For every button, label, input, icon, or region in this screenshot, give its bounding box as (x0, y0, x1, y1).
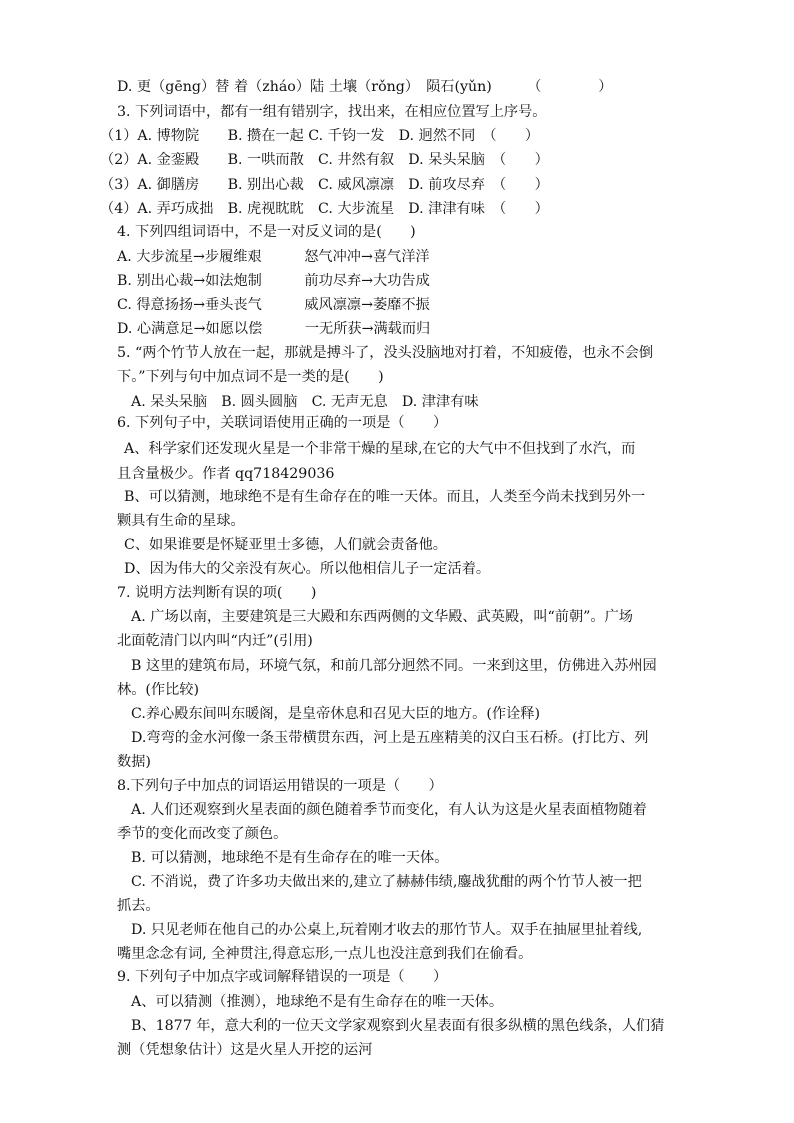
text-line-16: A、科学家们还发现火星是一个非常干燥的星球,在它的大气中不但找到了水汽，而 (124, 441, 636, 457)
text-line-35: 抓去。 (117, 898, 160, 914)
text-line-38: 9. 下列句子中加点字或词解释错误的一项是（ ） (117, 969, 448, 985)
text-line-36: D. 只见老师在他自己的办公桌上,玩着刚才收去的那竹节人。双手在抽屉里扯着线, (131, 922, 643, 938)
text-line-13: 下。”下列与句中加点词不是一类的是( ) (117, 369, 384, 385)
text-line-11: D. 心满意足→如愿以偿 一无所获→满载而归 (117, 321, 431, 337)
text-line-37: 嘴里念念有词, 全神贯注,得意忘形,一点儿也没注意到我们在偷看。 (117, 946, 533, 962)
text-line-31: A. 人们还观察到火星表面的颜色随着季节而变化，有人认为这是火星表面植物随着 (131, 802, 647, 818)
text-line-8: A. 大步流星→步履维艰 怒气冲冲→喜气洋洋 (117, 249, 430, 265)
text-line-22: 7. 说明方法判断有误的项( ) (117, 585, 317, 601)
text-line-3: （1）A. 博物院 B. 攒在一起 C. 千钧一发 D. 迥然不同 （ ） (100, 128, 540, 144)
text-line-39: A、可以猜测（推测），地球绝不是有生命存在的唯一天体。 (131, 994, 504, 1010)
text-line-19: 颗具有生命的星球。 (117, 513, 245, 529)
text-line-23: A. 广场以南，主要建筑是三大殿和东西两侧的文华殿、武英殿，叫“前朝”。广场 (131, 609, 633, 625)
text-line-25: B 这里的建筑布局，环境气氛，和前几部分迥然不同。一来到这里，仿佛进入苏州园 (131, 658, 657, 674)
text-line-33: B. 可以猜测，地球绝不是有生命存在的唯一天体。 (131, 850, 449, 866)
text-line-24: 北面乾清门以内叫“内迁”(引用) (117, 633, 313, 649)
text-line-18: B、可以猜测，地球绝不是有生命存在的唯一天体。而且，人类至今尚未找到另外一 (124, 489, 646, 505)
text-line-28: D.弯弯的金水河像一条玉带横贯东西，河上是五座精美的汉白玉石桥。(打比方、列 (131, 730, 649, 746)
text-line-12: 5. “两个竹节人放在一起，那就是搏斗了，没头没脑地对打着，不知疲倦，也永不会倒 (117, 345, 654, 361)
text-line-32: 季节的变化而改变了颜色。 (117, 826, 288, 842)
text-line-30: 8.下列句子中加点的词语运用错误的一项是（ ） (117, 778, 443, 794)
text-line-17: 且含量极少。作者 qq718429036 (117, 466, 335, 482)
text-line-2: 3. 下列词语中，都有一组有错别字，找出来，在相应位置写上序号。 (117, 104, 547, 120)
text-line-34: C. 不消说，费了许多功夫做出来的,建立了赫赫伟绩,鏖战犹酣的两个竹节人被一把 (131, 874, 642, 890)
text-line-27: C.养心殿东间叫东暖阁，是皇帝休息和召见大臣的地方。(作诠释) (131, 706, 540, 722)
text-line-1: D. 更（gēng）替 着（zháo）陆 土壤（rǒng） 陨石(yǔn) （ ） (117, 79, 613, 95)
text-line-41: 测（凭想象估计）这是火星人开挖的运河 (117, 1042, 373, 1058)
text-line-6: （4）A. 弄巧成拙 B. 虎视眈眈 C. 大步流星 D. 津津有味 （ ） (100, 201, 549, 217)
text-line-4: （2）A. 金銮殿 B. 一哄而散 C. 井然有叙 D. 呆头呆脑 （ ） (100, 152, 549, 168)
text-line-40: B、1877 年，意大利的一位天文学家观察到火星表面有很多纵横的黑色线条，人们猜 (131, 1018, 665, 1034)
text-line-9: B. 别出心裁→如法炮制 前功尽弃→大功告成 (117, 273, 430, 289)
text-line-7: 4. 下列四组词语中，不是一对反义词的是( ) (117, 224, 416, 240)
text-line-29: 数据) (117, 754, 151, 770)
text-line-20: C、如果谁要是怀疑亚里士多德，人们就会责备他。 (124, 537, 447, 553)
text-line-26: 林。(作比较) (117, 682, 200, 698)
text-line-14: A. 呆头呆脑 B. 圆头圆脑 C. 无声无息 D. 津津有味 (131, 394, 479, 410)
text-line-21: D、因为伟大的父亲没有灰心。所以他相信儿子一定活着。 (124, 561, 491, 577)
text-line-5: （3）A. 御膳房 B. 别出心裁 C. 威风凛凛 D. 前攻尽弃 （ ） (100, 177, 549, 193)
text-line-15: 6. 下列句子中，关联词语使用正确的一项是（ ） (117, 415, 448, 431)
text-line-10: C. 得意扬扬→垂头丧气 威风凛凛→萎靡不振 (117, 297, 430, 313)
